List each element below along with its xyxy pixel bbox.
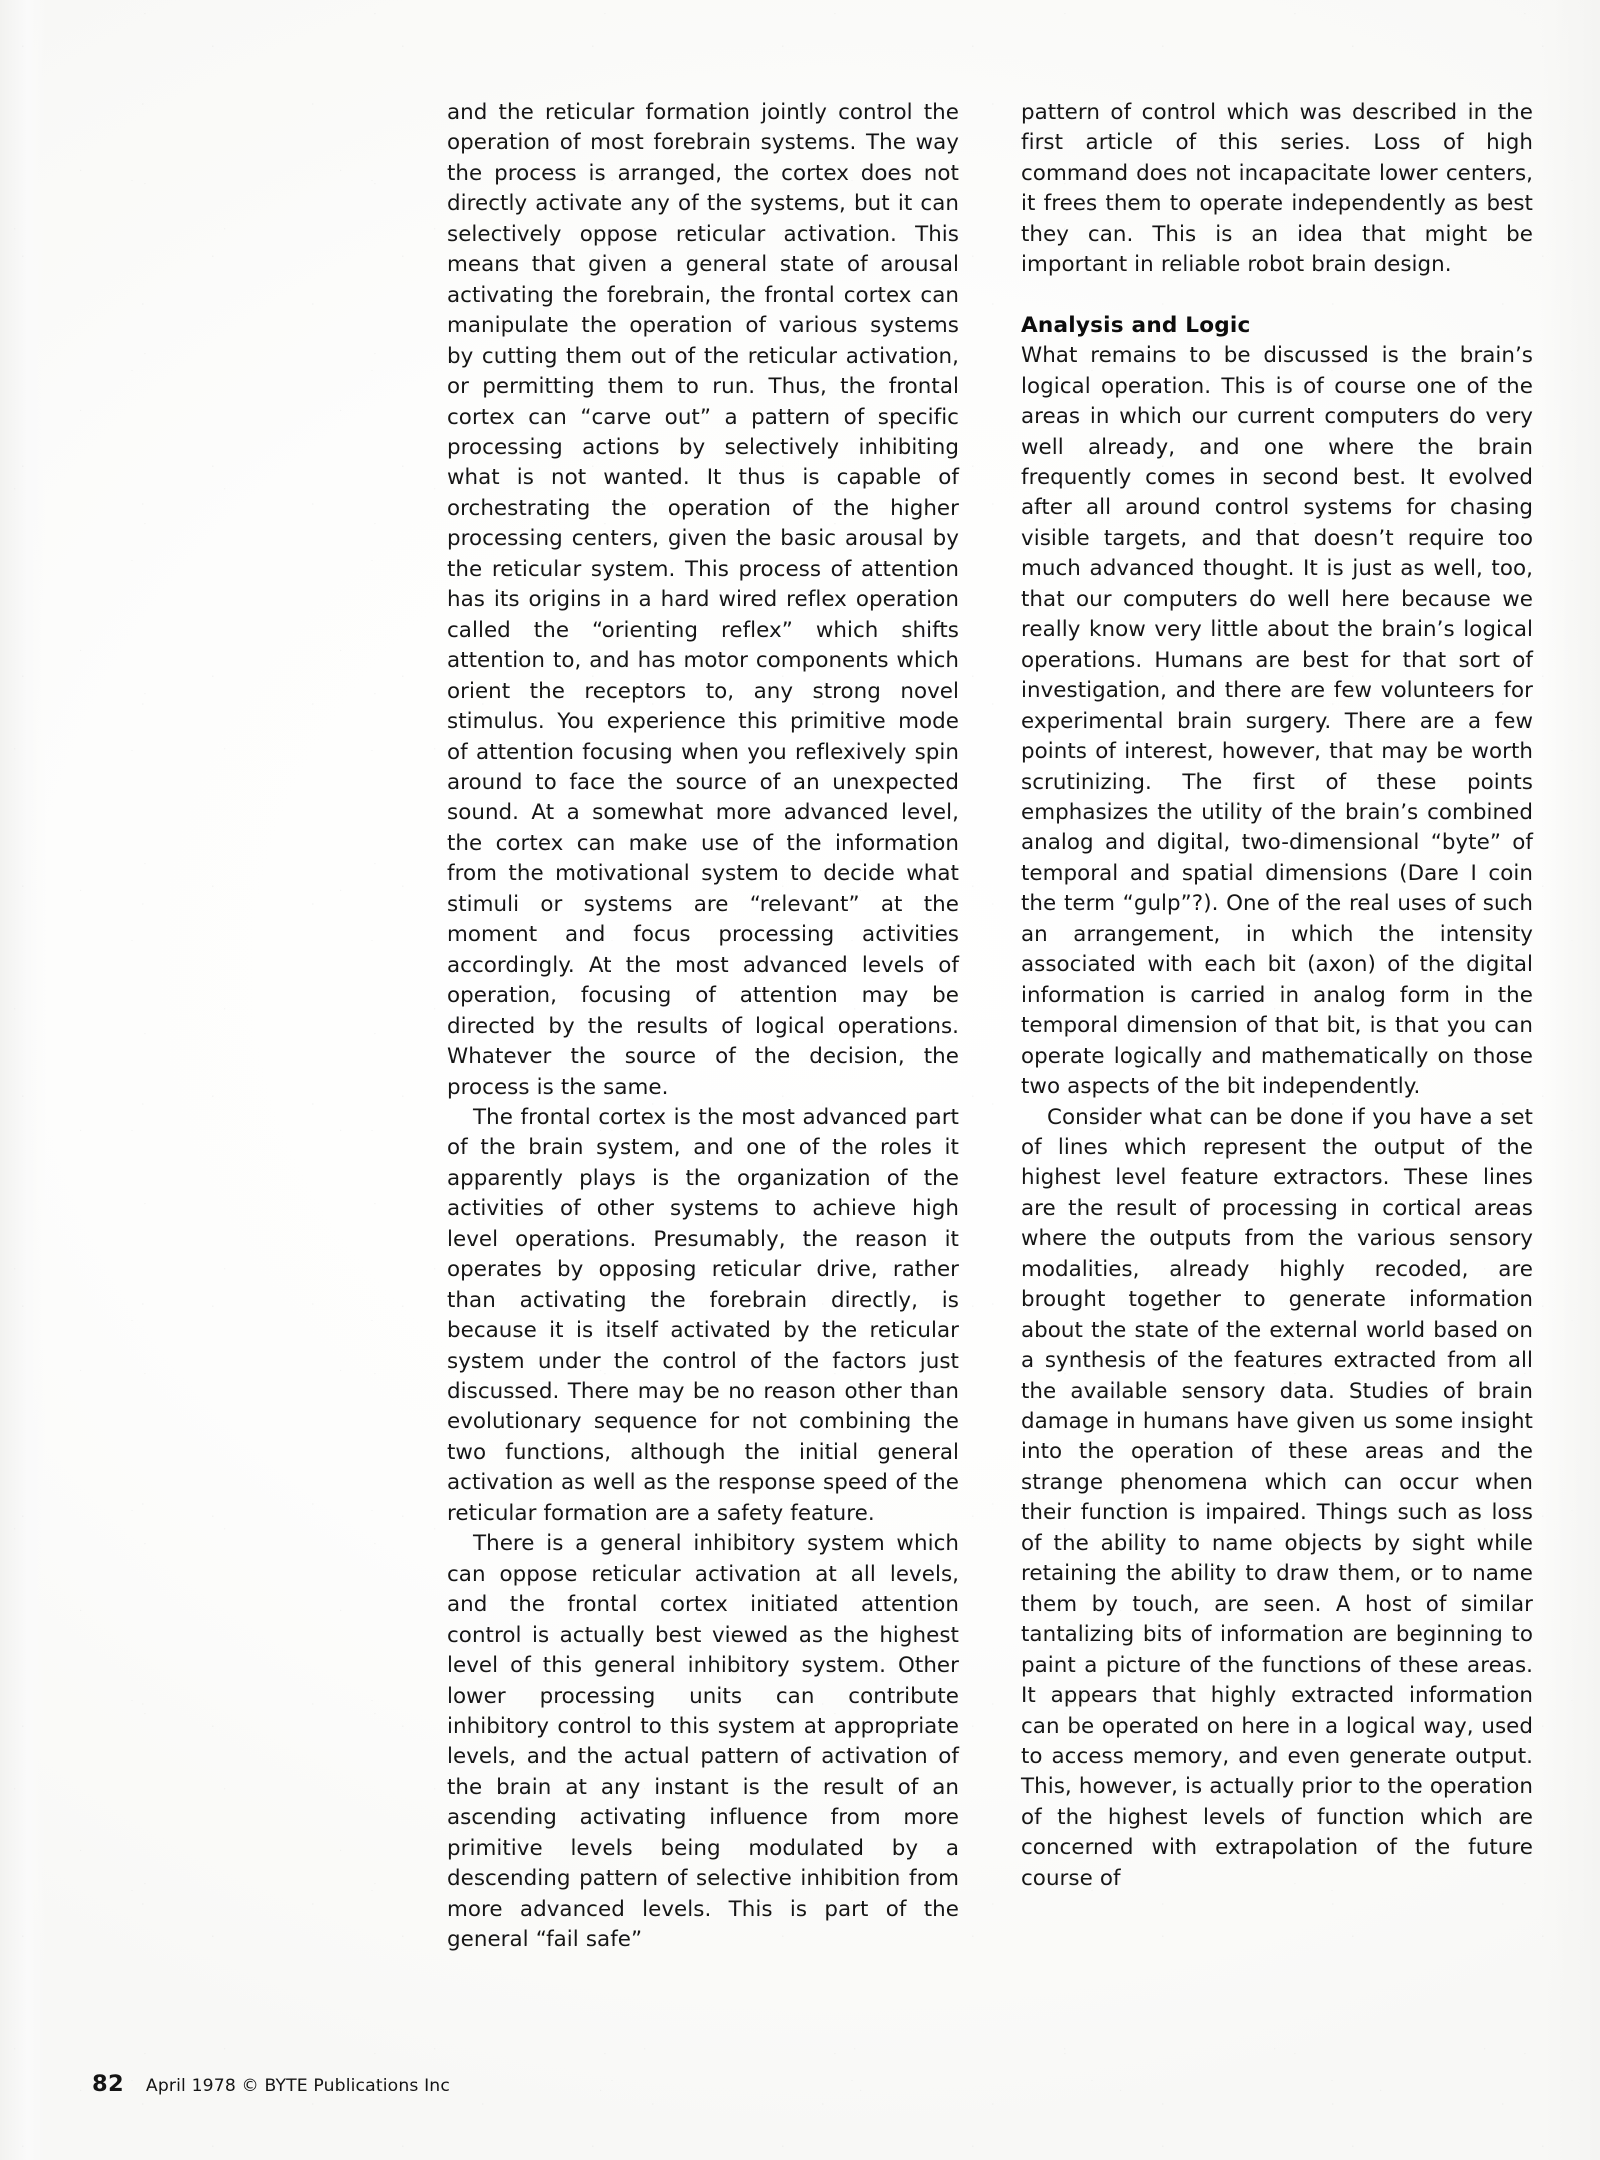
page-footer [92, 2071, 450, 2097]
paragraph: What remains to be discussed is the brain’s logical operation. This is of course one of the areas in which our current computers do very well already, and one where the brain frequently comes in second best. It evolved after all around control systems for chasing visible targets, and that doesn’t require too much advanced thought. It is just as well, too, that our computers do well here because we really know very little about the brain’s logical operations. Humans are best for that sort of investigation, and there are few volunteers for experimental brain surgery. There are a few points of interest, however, that may be worth scrutinizing. The first of these points emphasizes the utility of the brain’s combined analog and digital, two-dimensional “byte” of temporal and spatial dimensions (Dare I coin the term “gulp”?). One of the real uses of such an arrangement, in which the intensity associated with each bit (axon) of the digital information is carried in analog form in the temporal dimension of that bit, is that you can operate logically and mathematically on those two aspects of the bit independently. [1021, 343, 1533, 1100]
paragraph: There is a general inhibitory system which can oppose reticular activation at all levels, and the frontal cortex initiated attention control is actually best viewed as the highest level of this general inhibitory system. Other lower processing units can contribute inhibitory control to this system at appropriate levels, and the actual pattern of activation of the brain at any instant is the result of an ascending activating influence from more primitive levels being modulated by a descending pattern of selective inhibition from more advanced levels. This is part of the general “fail safe” [447, 1531, 959, 1953]
paragraph: Consider what can be done if you have a set of lines which represent the output of the highest level feature extractors. These lines are the result of processing in cortical areas where the outputs from the various sensory modalities, already highly recoded, are brought together to generate information about the state of the external world based on a synthesis of the features extracted from all the available sensory data. Studies of brain damage in humans have given us some insight into the operation of these areas and the strange phenomena which can occur when their function is impaired. Things such as loss of the ability to name objects by sight while retaining the ability to draw them, or to name them by touch, are seen. A host of similar tantalizing bits of information are beginning to paint a picture of the functions of these areas. It appears that highly extracted information can be operated on here in a logical way, used to access memory, and even generate output. This, however, is actually prior to the operation of the highest levels of function which are concerned with extrapolation of the future course of [1021, 1104, 1533, 1891]
right-column [1021, 98, 1533, 2023]
section-heading-analysis-and-logic: Analysis and Logic [1021, 312, 1251, 338]
two-column-body [447, 98, 1533, 2023]
paragraph: The frontal cortex is the most advanced part of the brain system, and one of the roles it apparently plays is the organization of the activities of other systems to achieve high level operations. Presumably, the reason it operates by opposing reticular drive, rather than activating the forebrain directly, is because it is itself activated by the reticular system under the control of the factors just discussed. There may be no reason other than evolutionary sequence for not combining the two functions, although the initial general activation as well as the response speed of the reticular formation are a safety feature. [447, 1104, 959, 1526]
publication-credit: April 1978 © BYTE Publications Inc [145, 2076, 450, 2096]
page-number: 82 [92, 2071, 124, 2097]
left-column [447, 98, 959, 2023]
paragraph: and the reticular formation jointly control the operation of most forebrain systems. The way the process is arranged, the cortex does not directly activate any of the systems, but it can selectively oppose reticular activation. This means that given a general state of arousal activating the forebrain, the frontal cortex can manipulate the operation of various systems by cutting them out of the reticular activation, or permitting them to run. Thus, the frontal cortex can “carve out” a pattern of specific processing actions by selectively inhibiting what is not wanted. It thus is capable of orchestrating the operation of the higher processing centers, given the basic arousal by the reticular system. This process of attention has its origins in a hard wired reflex operation called the “orienting reflex” which shifts attention to, and has motor components which orient the receptors to, any strong novel stimulus. You experience this primitive mode of attention focusing when you reflexively spin around to face the source of an unexpected sound. At a somewhat more advanced level, the cortex can make use of the information from the motivational system to decide what stimuli or systems are “relevant” at the moment and focus processing activities accordingly. At the most advanced levels of operation, focusing of attention may be directed by the results of logical operations. Whatever the source of the decision, the process is the same. [447, 100, 959, 1100]
paragraph: pattern of control which was described in the first article of this series. Loss of high command does not incapacitate lower centers, it frees them to operate independently as best they can. This is an idea that might be important in reliable robot brain design. [1021, 100, 1533, 278]
